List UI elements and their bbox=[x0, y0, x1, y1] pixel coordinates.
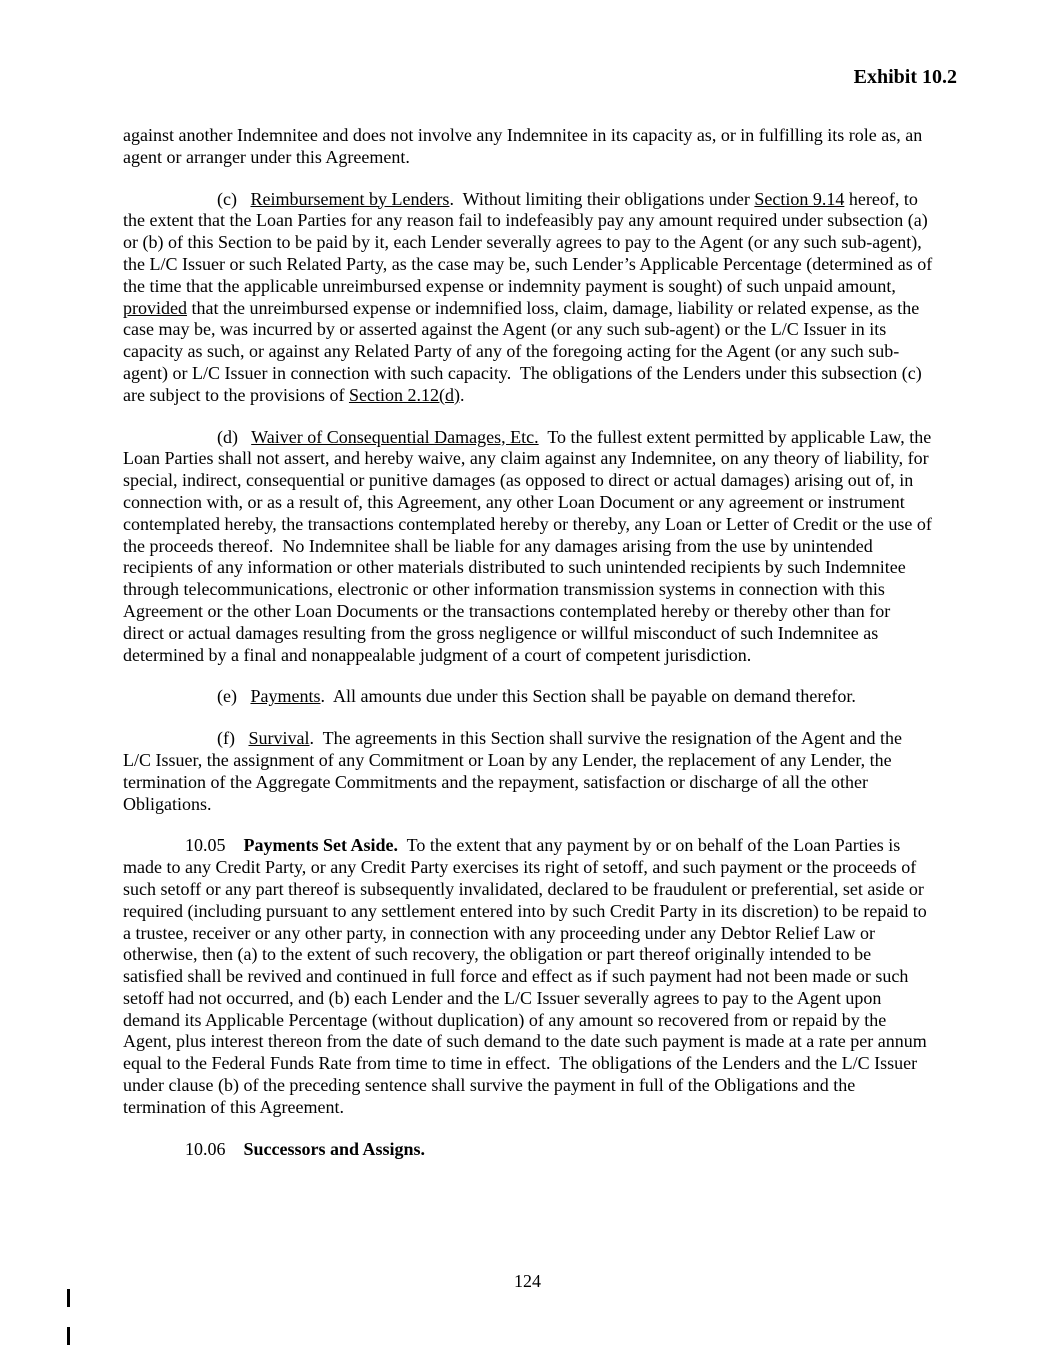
text-run: (d) bbox=[217, 426, 252, 447]
text-run: . bbox=[459, 384, 465, 405]
text-run: hereof, to the extent that the Loan Parties for any reason fail to indefeasibly pay any amount required under subsection (a) or (b) of this Section to be paid by it, each Lender severally agrees to pay to the Agent (or any such sub-agent), the L/C Issuer or such Related Party, as the case may be, such Lender’s Applicable Percentage (determined as of the time that the applicable unreimbursed expense or indemnity payment is sought) of such unpaid amount, bbox=[123, 188, 937, 296]
paragraph bbox=[123, 728, 933, 815]
underlined-text: Waiver of Consequential Damages, Etc. bbox=[251, 426, 539, 447]
text-run: against another Indemnitee and does not involve any Indemnitee in its capacity as, or in fulfilling its role as, an agent or arranger under this Agreement. bbox=[123, 125, 927, 167]
text-run: . Without limiting their obligations under bbox=[449, 188, 755, 209]
text-run: To the extent that any payment by or on behalf of the Loan Parties is made to any Credit Party, or any Credit Party exercises its right of setoff, and such payment or the proceeds of such setoff or any part thereof is subsequently invalidated, declared to be fraudulent or preferential, set aside or required (including pursuant to any settlement entered into by such Credit Party in its discretion) to be repaid to a trustee, receiver or any other party, in connection with any proceeding under any Debtor Relief Law or otherwise, then (a) to the extent of such recovery, the obligation or part thereof originally intended to be satisfied shall be revived and continued in full force and effect as if such payment had not been made or such setoff had not occurred, and (b) each Lender and the L/C Issuer severally agrees to pay to the Agent upon demand its Applicable Percentage (without duplication) of any amount so recovered from or repaid by the Agent, plus interest thereon from the date of such demand to the date such payment is made at a rate per annum equal to the Federal Funds Rate from time to time in effect. The obligations of the Lenders and the L/C Issuer under clause (b) of the preceding sentence shall survive the payment in full of the Obligations and the termination of this Agreement. bbox=[123, 835, 932, 1117]
paragraph bbox=[123, 188, 937, 407]
document-body bbox=[123, 125, 937, 1160]
text-run: . The agreements in this Section shall survive the resignation of the Agent and the L/C Issuer, the assignment of any Commitment or Loan by any Lender, the replacement of any Lender, the termination of the Aggregate Commitments and the repayment, satisfaction or discharge of all the other Obligations. bbox=[123, 728, 907, 814]
paragraph bbox=[123, 686, 933, 708]
paragraph bbox=[123, 426, 937, 667]
text-run: . All amounts due under this Section shall be payable on demand therefor. bbox=[320, 686, 856, 707]
text-run: (f) bbox=[217, 728, 249, 749]
text-run: that the unreimbursed expense or indemnified loss, claim, damage, liability or related expense, as the case may be, was incurred by or asserted against the Agent (or any such sub-agent) or the L/C Issuer in its capacity as such, or against any Related Party of any of the foregoing acting for the Agent (or any such sub-agent) or L/C Issuer in connection with such capacity. The obligations of the Lenders under this subsection (c) are subject to the provisions of bbox=[123, 297, 927, 405]
paragraph bbox=[123, 1139, 933, 1161]
exhibit-label: Exhibit 10.2 bbox=[853, 66, 957, 88]
underlined-text: Section 2.12(d) bbox=[348, 384, 460, 405]
underlined-text: provided bbox=[123, 297, 187, 318]
text-run: (e) bbox=[217, 686, 251, 707]
text-run: 10.05 bbox=[185, 835, 244, 856]
text-run: (c) bbox=[217, 188, 251, 209]
revision-mark-icon bbox=[67, 1289, 70, 1307]
revision-mark-icon bbox=[67, 1327, 70, 1345]
underlined-text: Payments bbox=[250, 686, 321, 707]
bold-text: Successors and Assigns. bbox=[243, 1138, 426, 1159]
paragraph bbox=[123, 835, 933, 1118]
underlined-text: Reimbursement by Lenders bbox=[250, 188, 450, 209]
text-run: 10.06 bbox=[185, 1138, 244, 1159]
underlined-text: Survival bbox=[248, 728, 310, 749]
underlined-text: Section 9.14 bbox=[754, 188, 845, 209]
page-number: 124 bbox=[514, 1271, 541, 1291]
text-run: To the fullest extent permitted by applicable Law, the Loan Parties shall not assert, and hereby waive, any claim against any Indemnitee, on any theory of liability, for special, indirect, consequential or punitive damages (as opposed to direct or actual damages) arising out of, in connection with, or as a result of, this Agreement, any other Loan Document or any agreement or instrument contemplated hereby, the transactions contemplated hereby or thereby, any Loan or Letter of Credit or the use of the proceeds thereof. No Indemnitee shall be liable for any damages arising from the use by unintended recipients of any information or other materials distributed to such unintended recipients by such Indemnitee through telecommunications, electronic or other information transmission systems in connection with this Agreement or the other Loan Documents or the transactions contemplated hereby or thereby other than for direct or actual damages resulting from the gross negligence or willful misconduct of such Indemnitee as determined by a final and nonappealable judgment of a court of competent jurisdiction. bbox=[123, 426, 937, 665]
bold-text: Payments Set Aside. bbox=[243, 835, 398, 856]
paragraph bbox=[123, 125, 933, 169]
